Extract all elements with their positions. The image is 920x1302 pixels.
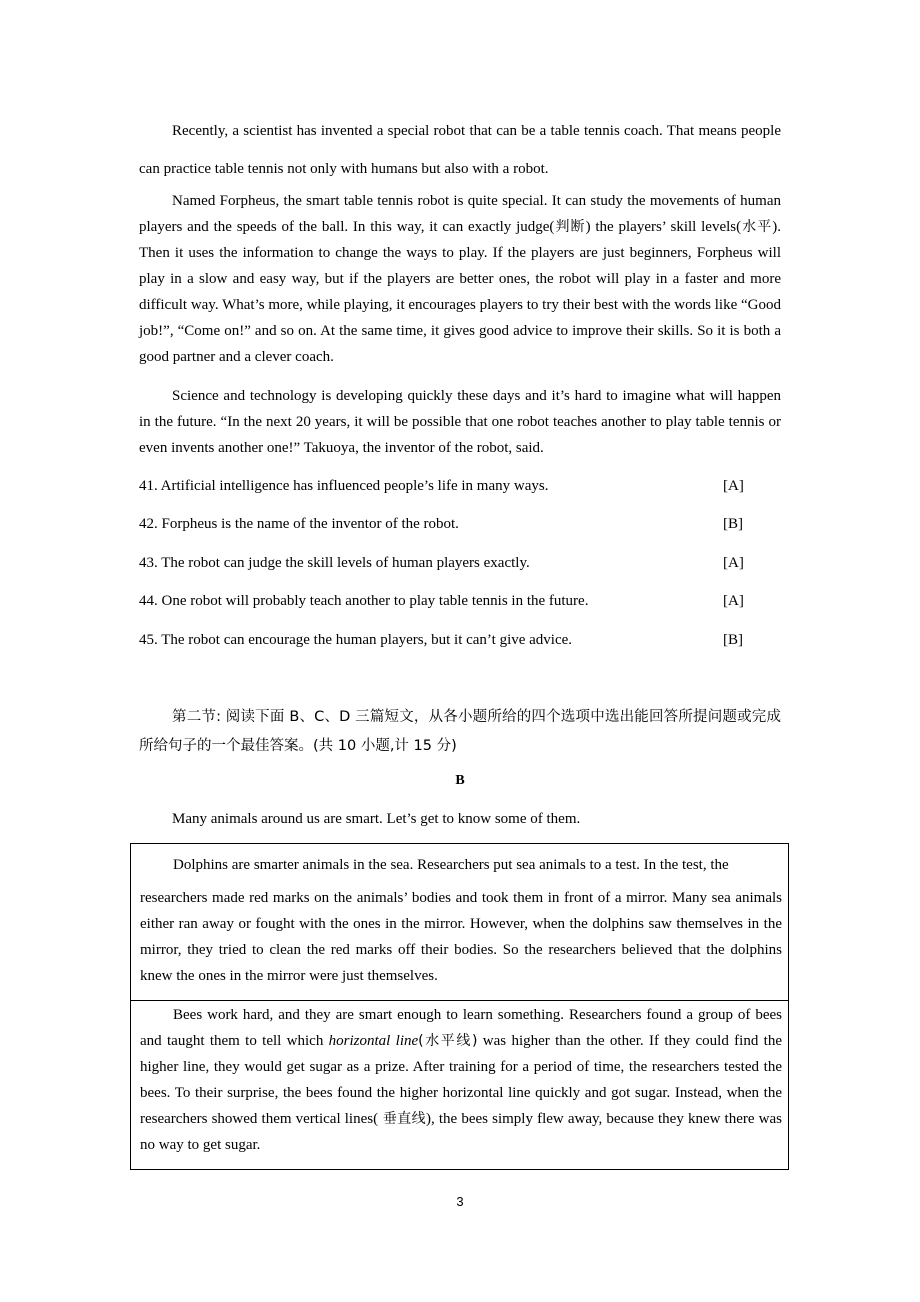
bees-text-b: was higher than the other. If they could find the higher line, they would get sugar as a prize. After training for a period of time, the researchers tested the bees. To their surprise, the bees found the higher horizontal line quickly and got sugar. Instead, when the researchers showed them vertical lines( <box>140 1033 782 1127</box>
passage-letter-heading: B <box>455 773 465 788</box>
question-answer: [B] <box>723 632 743 648</box>
section-2-heading: 第二节: 阅读下面 B、C、D 三篇短文，从各小题所给的四个选项中选出能回答所提问题或完成所给句子的一个最佳答案。(共 10 小题,计 15 分) <box>139 709 781 754</box>
question-answer: [B] <box>723 516 743 532</box>
paragraph-2-text-b: ) the players’ skill levels( <box>585 219 742 235</box>
passage-paragraph-1: Recently, a scientist has invented a special robot that can be a table tennis coach. That means people can practice table tennis not only with humans but also with a robot. <box>139 123 781 177</box>
question-45 <box>139 627 781 653</box>
paragraph-2-text-c: ). Then it uses the information to change the ways to play. If the players are just beginners, Forpheus will play in a slow and easy way, but if the players are better ones, the robot will play in a faster and more difficult way. What’s more, while playing, it encourages players to try their best with the words like “Good job!”, “Come on!” and so on. At the same time, it gives good advice to improve their skills. So it is both a good partner and a clever coach. <box>139 219 781 365</box>
bees-text-italic-term: horizontal line <box>328 1033 419 1049</box>
question-text: 42. Forpheus is the name of the inventor of the robot. <box>139 516 459 532</box>
question-41 <box>139 473 781 499</box>
question-answer: [A] <box>723 593 744 609</box>
paragraph-2-gloss-judge: 判断 <box>554 219 586 235</box>
question-text: 44. One robot will probably teach another to play table tennis in the future. <box>139 593 589 609</box>
dolphins-text-rest: researchers made red marks on the animals’ bodies and took them in front of a mirror. Many sea animals either ran away or fought with the ones in the mirror. However, when the dolphins saw themselves in the mirror, they tried to clean the red marks off their bodies. So the researchers believed that the dolphins knew the ones in the mirror were just themselves. <box>140 890 782 984</box>
passage-paragraph-2 <box>139 188 781 370</box>
question-answer: [A] <box>723 555 744 571</box>
bees-box <box>130 1000 789 1170</box>
dolphins-box <box>130 843 789 1001</box>
dolphins-text-first-line: Dolphins are smarter animals in the sea. Researchers put sea animals to a test. In the test, the <box>173 857 729 873</box>
bees-gloss-horizontal: (水平线) <box>418 1033 478 1049</box>
bees-text-a: Bees work hard, and they are smart enough to learn something. Researchers found a group of bees and taught them to tell which <box>140 1007 782 1049</box>
question-42 <box>139 511 781 537</box>
passage-b-intro: Many animals around us are smart. Let’s get to know some of them. <box>172 811 581 827</box>
question-text: 43. The robot can judge the skill levels of human players exactly. <box>139 555 530 571</box>
bees-text <box>140 1002 782 1158</box>
bees-text-c: ), the bees simply flew away, because they knew there was no way to get sugar. <box>140 1111 782 1153</box>
passage-paragraph-3: Science and technology is developing quickly these days and it’s hard to imagine what will happen in the future. “In the next 20 years, it will be possible that one robot teaches another to play table tennis or even invents another one!” Takuoya, the inventor of the robot, said. <box>139 388 781 456</box>
page-number: 3 <box>456 1194 464 1209</box>
question-text: 45. The robot can encourage the human players, but it can’t give advice. <box>139 632 573 648</box>
question-answer: [A] <box>723 478 744 494</box>
paragraph-2-text-a: Named Forpheus, the smart table tennis robot is quite special. It can study the movements of human players and the speeds of the ball. In this way, it can exactly judge( <box>139 193 781 235</box>
bees-gloss-vertical: 垂直线 <box>378 1111 427 1127</box>
paragraph-2-gloss-level: 水平 <box>741 219 773 235</box>
question-44 <box>139 588 781 614</box>
question-text: 41. Artificial intelligence has influenced people’s life in many ways. <box>139 478 549 494</box>
question-43 <box>139 550 781 576</box>
